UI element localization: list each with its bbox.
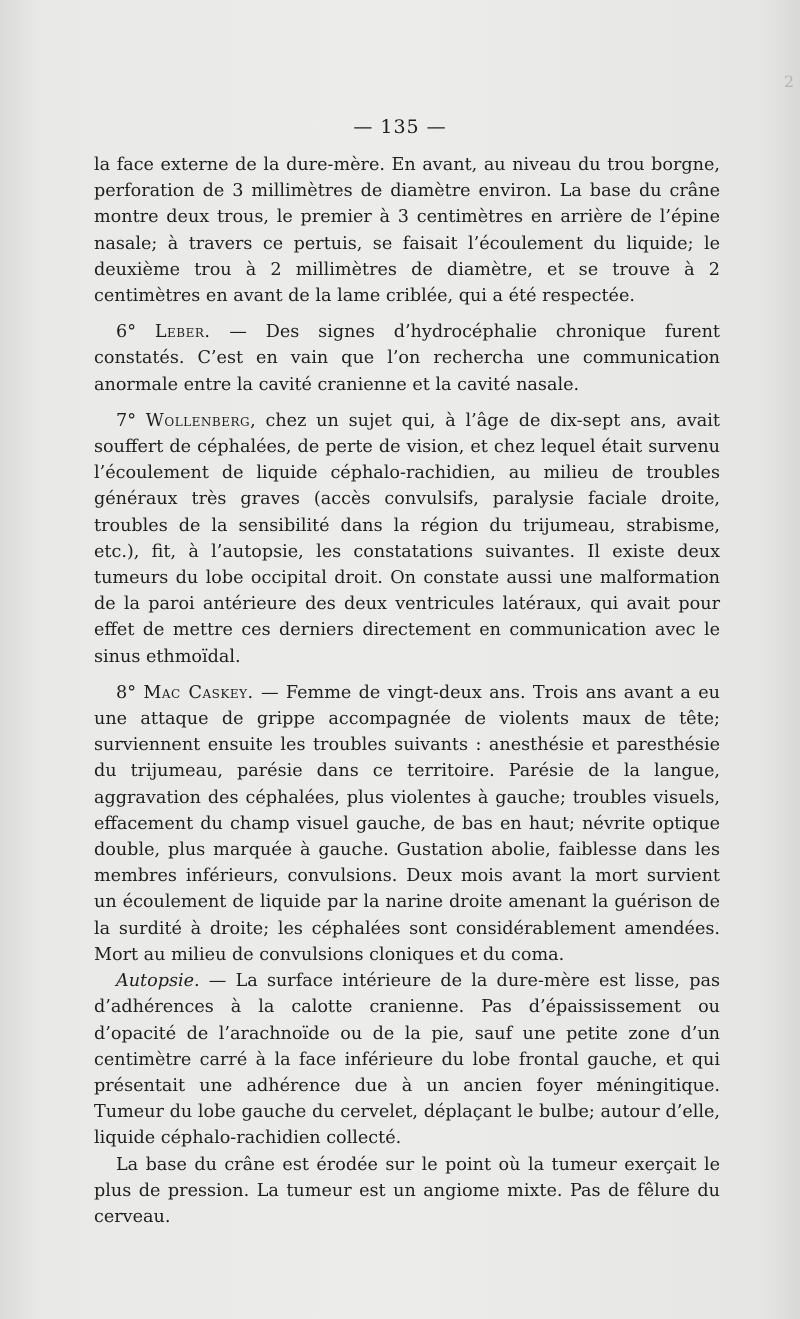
author-name: Wollenberg — [145, 410, 251, 431]
page-body — [94, 152, 720, 1230]
corner-mark: 2 — [783, 72, 794, 91]
author-name: Leber. — [154, 322, 211, 343]
paragraph-autopsy: Autopsie. — La surface intérieure de la dure-mère est lisse, pas d’adhérences à la calotte cranienne. Pas d’épaississement ou d’opacité de l’arachnoïde ou de la pie, sauf une petite zone d’un centimètre carré à la face inférieure du lobe frontal gauche, et qui présentait une adhérence due à un ancien foyer méningitique. Tumeur du lobe gauche du cervelet, déplaçant le bulbe; autour d’elle, liquide céphalo-rachidien collecté. — [94, 971, 720, 1149]
case-number: 7° — [116, 410, 146, 431]
page-number: — 135 — — [353, 116, 447, 138]
case-number: 6° — [116, 322, 155, 343]
paragraph-conclusion: La base du crâne est érodée sur le point où la tumeur exerçait le plus de pression. La tumeur est un angiome mixte. Pas de fêlure du cerveau. — [94, 1154, 720, 1227]
paragraph-case-6: 6° Leber. — Des signes d’hydrocéphalie chronique furent constatés. C’est en vain que l’on rechercha une communication anormale entre la cavité cranienne et la cavité nasale. — [94, 322, 720, 395]
paragraph-case-7: 7° Wollenberg, chez un sujet qui, à l’âge de dix-sept ans, avait souffert de céphalées, de perte de vision, et chez lequel était survenu l’écoulement de liquide céphalo-rachidien, au milieu de troubles généraux très graves (accès convulsifs, paralysie faciale droite, troubles de la sensibilité dans la région du trijumeau, strabisme, etc.), fit, à l’autopsie, les constatations suivantes. Il existe deux tumeurs du lobe occipital droit. On constate aussi une malformation de la paroi antérieure des deux ventricules latéraux, qui avait pour effet de mettre ces derniers directement en communication avec le sinus ethmoïdal. — [94, 410, 720, 667]
case-number: 8° — [116, 682, 144, 703]
author-name: Mac Caskey. — [143, 682, 254, 703]
paragraph-continuation: la face externe de la dure-mère. En avant, au niveau du trou borgne, perforation de 3 millimètres de diamètre environ. La base du crâne montre deux trous, le premier à 3 centimètres en arrière de l’épine nasale; à travers ce pertuis, se faisait l’écoulement du liquide; le deuxième trou à 2 millimètres de diamètre, et se trouve à 2 centimètres en avant de la lame criblée, qui a été respectée. — [94, 155, 720, 307]
paragraph-case-8: 8° Mac Caskey. — Femme de vingt-deux ans. Trois ans avant a eu une attaque de grippe accompagnée de violents maux de tête; surviennent ensuite les troubles suivants : anesthésie et paresthésie du trijumeau, parésie dans ce territoire. Parésie de la langue, aggravation des céphalées, plus violentes à gauche; troubles visuels, effacement du champ visuel gauche, de bas en haut; névrite optique double, plus marquée à gauche. Gustation abolie, faiblesse dans les membres inférieurs, convulsions. Deux mois avant la mort survient un écoulement de liquide par la narine droite amenant la guérison de la surdité à droite; les céphalées sont considérablement amendées. Mort au milieu de convulsions cloniques et du coma. — [94, 682, 721, 965]
autopsy-heading: Autopsie. — [116, 971, 200, 992]
